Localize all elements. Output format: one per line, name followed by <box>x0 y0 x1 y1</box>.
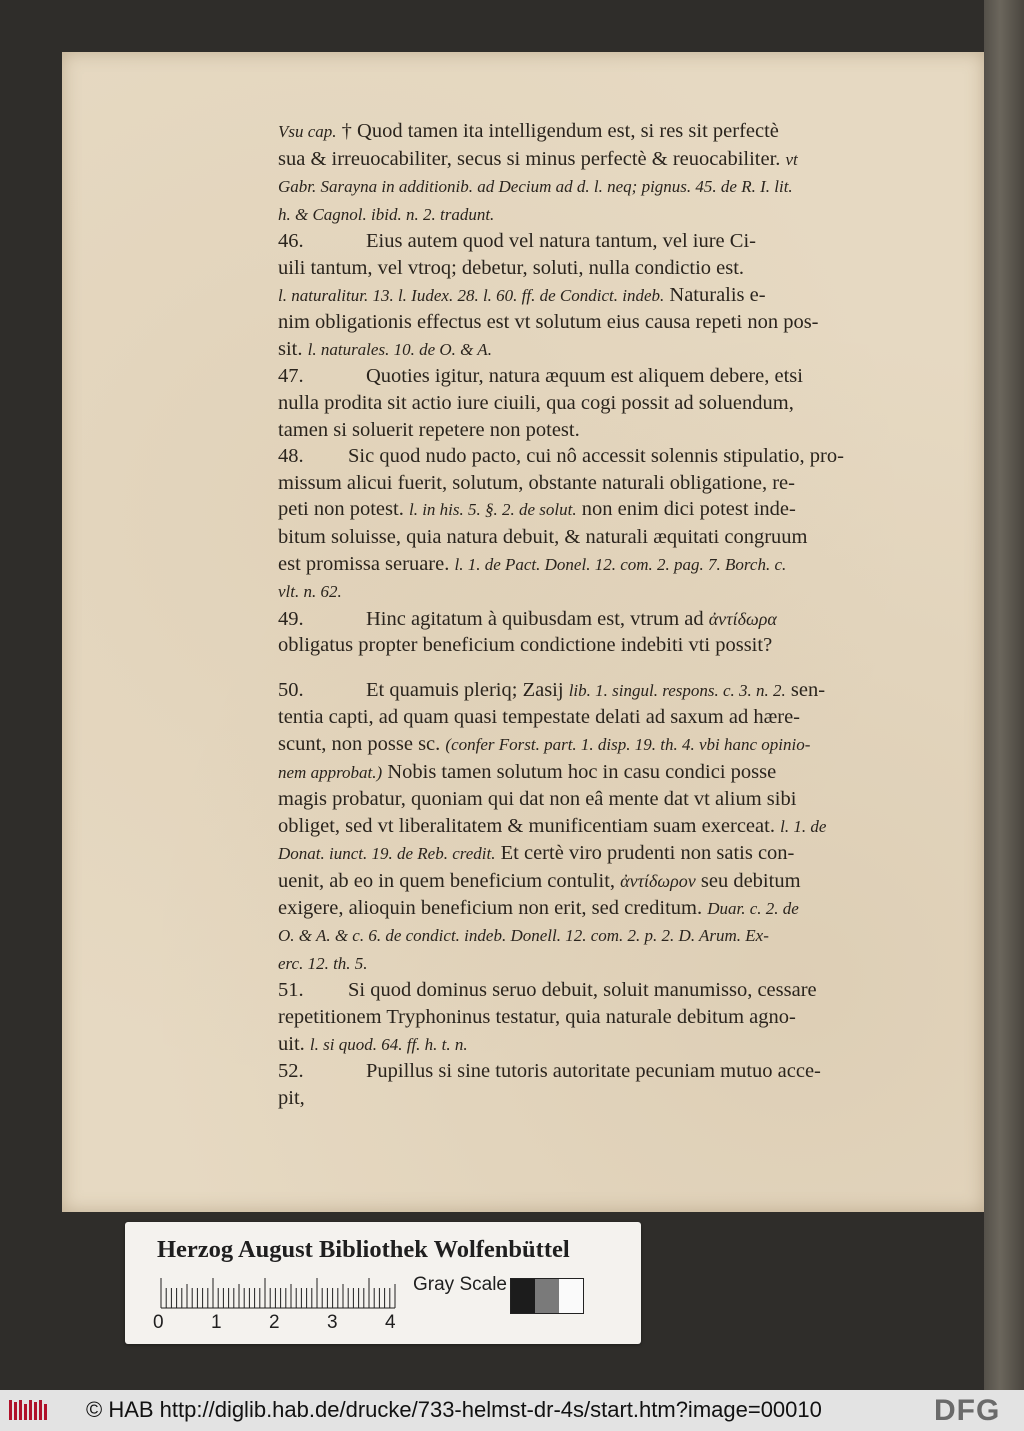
citation-text: Vsu cap. <box>278 122 337 141</box>
text-line <box>278 1031 900 1059</box>
citation-text: nem approbat.) <box>278 762 383 782</box>
text-line <box>278 551 900 579</box>
citation-text: l. 1. de Pact. Donel. 12. com. 2. pag. 7. Borch. c. <box>454 554 787 574</box>
text-line <box>278 282 900 310</box>
citation-text: l. naturalitur. 13. l. Iudex. 28. l. 60. ff. de Condict. indeb. <box>278 285 665 305</box>
ruler-number: 3 <box>327 1312 338 1333</box>
ruler-number: 2 <box>269 1312 280 1333</box>
text-line <box>278 336 900 364</box>
ruler-number: 1 <box>211 1312 222 1333</box>
body-text: Nobis tamen solutum hoc in casu condici posse <box>382 760 777 783</box>
body-text: Naturalis e- <box>664 283 766 306</box>
text-line <box>278 977 900 1004</box>
gray-scale-swatch <box>510 1278 584 1314</box>
citation-text: erc. 12. th. 5. <box>278 953 368 973</box>
text-line <box>278 1004 900 1031</box>
page-text <box>278 118 900 1111</box>
body-text: obligatus propter beneficium condictione indebiti vti possit? <box>278 634 773 657</box>
paragraph-number: 46. <box>278 230 304 253</box>
citation-text: lib. 1. singul. respons. c. 3. n. 2. <box>568 680 786 700</box>
text-line <box>278 309 900 336</box>
gray-swatch-black <box>511 1279 535 1313</box>
body-text: obliget, sed vt liberalitatem & munificentiam suam exerceat. <box>278 814 781 837</box>
citation-text: h. & Cagnol. ibid. n. 2. tradunt. <box>278 204 495 224</box>
text-line <box>278 363 900 390</box>
ruler-number: 0 <box>153 1312 164 1333</box>
text-line <box>278 606 900 633</box>
source-url-link[interactable]: © HAB http://diglib.hab.de/drucke/733-helmst-dr-4s/start.htm?image=00010 <box>86 1397 822 1422</box>
body-text: Sic quod nudo pacto, cui nô accessit solennis stipulatio, pro- <box>348 445 844 468</box>
paragraph-gap <box>278 659 900 677</box>
text-line <box>278 496 900 524</box>
text-line <box>278 146 900 174</box>
text-line <box>278 524 900 551</box>
text-line <box>278 201 900 229</box>
gray-swatch-white <box>559 1279 583 1313</box>
text-line <box>278 632 900 659</box>
gray-scale-label: Gray Scale <box>413 1274 507 1295</box>
text-line <box>278 578 900 606</box>
body-text: scunt, non posse sc. <box>278 733 446 756</box>
text-line <box>278 868 900 895</box>
body-text: Hinc agitatum à quibusdam est, vtrum ad <box>366 607 709 630</box>
catchword: pit, <box>278 1086 305 1109</box>
body-text: peti non potest. <box>278 498 409 521</box>
gray-swatch-mid <box>535 1279 559 1313</box>
text-line <box>278 173 900 201</box>
body-text: uili tantum, vel vtroq; debetur, soluti, nulla condictio est. <box>278 256 745 279</box>
text-line <box>278 813 900 841</box>
footer-bar <box>0 1390 1024 1431</box>
paragraph-number: 48. <box>278 445 304 468</box>
text-line <box>278 922 900 950</box>
body-text: sit. <box>278 337 308 360</box>
body-text: uit. <box>278 1032 310 1055</box>
paragraph-number: 52. <box>278 1060 304 1083</box>
text-line <box>278 1058 900 1085</box>
text-line <box>278 786 900 813</box>
text-line <box>278 118 900 146</box>
text-line <box>278 704 900 731</box>
text-line <box>278 895 900 923</box>
body-text: seu debitum <box>695 870 801 893</box>
body-text: sua & irreuocabiliter, secus si minus perfectè & reuocabiliter. <box>278 147 786 170</box>
citation-text: Gabr. Sarayna in additionib. ad Decium ad d. l. neq; pignus. 45. de R. I. lit. <box>278 177 793 197</box>
citation-text: Donat. iunct. 19. de Reb. credit. <box>278 844 496 864</box>
library-name: Herzog August Bibliothek Wolfenbüttel <box>157 1236 570 1263</box>
text-line <box>278 470 900 497</box>
body-text: bitum soluisse, quia natura debuit, & naturali æquitati congruum <box>278 525 808 548</box>
text-line <box>278 255 900 282</box>
citation-text: l. 1. de <box>780 816 827 836</box>
greek-word: ἀντίδωρα <box>708 608 777 629</box>
body-text: Quoties igitur, natura æquum est aliquem debere, etsi <box>366 365 803 388</box>
body-text: Si quod dominus seruo debuit, soluit manumisso, cessare <box>348 979 817 1002</box>
body-text: magis probatur, quoniam qui dat non eâ mente dat vt alium sibi <box>278 788 797 811</box>
body-text: Et certè viro prudenti non satis con- <box>495 842 795 865</box>
body-text: Eius autem quod vel natura tantum, vel iure Ci- <box>366 230 756 253</box>
citation-text: l. naturales. 10. de O. & A. <box>307 339 492 359</box>
body-text: uenit, ab eo in quem beneficium contulit, <box>278 870 621 893</box>
body-text: nim obligationis effectus est vt solutum eius causa repeti non pos- <box>278 311 819 334</box>
text-line <box>278 759 900 787</box>
text-line <box>278 950 900 978</box>
citation-text: vlt. n. 62. <box>278 582 342 602</box>
body-text: missum alicui fuerit, solutum, obstante naturali obligatione, re- <box>278 471 795 494</box>
text-line <box>278 417 900 444</box>
ruler-scale <box>159 1276 399 1310</box>
citation-text: vt <box>785 149 798 169</box>
text-line <box>278 731 900 759</box>
text-line <box>278 677 900 705</box>
text-line <box>278 390 900 417</box>
body-text: Et quamuis pleriq; Zasij <box>366 678 569 701</box>
body-text: tamen si soluerit repetere non potest. <box>278 418 580 441</box>
body-text: repetitionem Tryphoninus testatur, quia naturale debitum agno- <box>278 1006 796 1028</box>
citation-text: O. & A. & c. 6. de condict. indeb. Donell. 12. com. 2. p. 2. D. Arum. Ex- <box>278 926 769 946</box>
body-text: † Quod tamen ita intelligendum est, si res sit perfectè <box>336 120 779 142</box>
body-text: sen- <box>785 678 826 701</box>
body-text: non enim dici potest inde- <box>576 498 796 521</box>
paragraph-number: 47. <box>278 365 304 388</box>
paragraph-number: 50. <box>278 678 304 701</box>
body-text: nulla prodita sit actio iure ciuili, qua cogi possit ad soluendum, <box>278 391 794 414</box>
body-text: exigere, alioquin beneficium non erit, sed creditum. <box>278 896 708 919</box>
body-text: tentia capti, ad quam quasi tempestate delati ad saxum ad hære- <box>278 706 800 729</box>
ruler-number: 4 <box>385 1312 396 1333</box>
citation-text: (confer Forst. part. 1. disp. 19. th. 4. vbi hanc opinio- <box>445 735 811 755</box>
greek-word: ἀντίδωρον <box>620 871 696 892</box>
citation-text: Duar. c. 2. de <box>707 898 799 918</box>
citation-text: l. si quod. 64. ff. h. t. n. <box>309 1034 468 1054</box>
body-text: Pupillus si sine tutoris autoritate pecuniam mutuo acce- <box>366 1060 821 1083</box>
citation-text: l. in his. 5. §. 2. de solut. <box>408 500 577 520</box>
hab-logo-icon <box>8 1398 48 1422</box>
dfg-logo: DFG <box>934 1394 1001 1427</box>
text-line <box>278 443 900 470</box>
adjacent-page-edge <box>984 0 1024 1390</box>
body-text: est promissa seruare. <box>278 552 455 575</box>
paragraph-number: 49. <box>278 607 304 630</box>
paragraph-number: 51. <box>278 979 304 1002</box>
library-label-card <box>125 1222 641 1344</box>
text-line <box>278 228 900 255</box>
text-line <box>278 840 900 868</box>
